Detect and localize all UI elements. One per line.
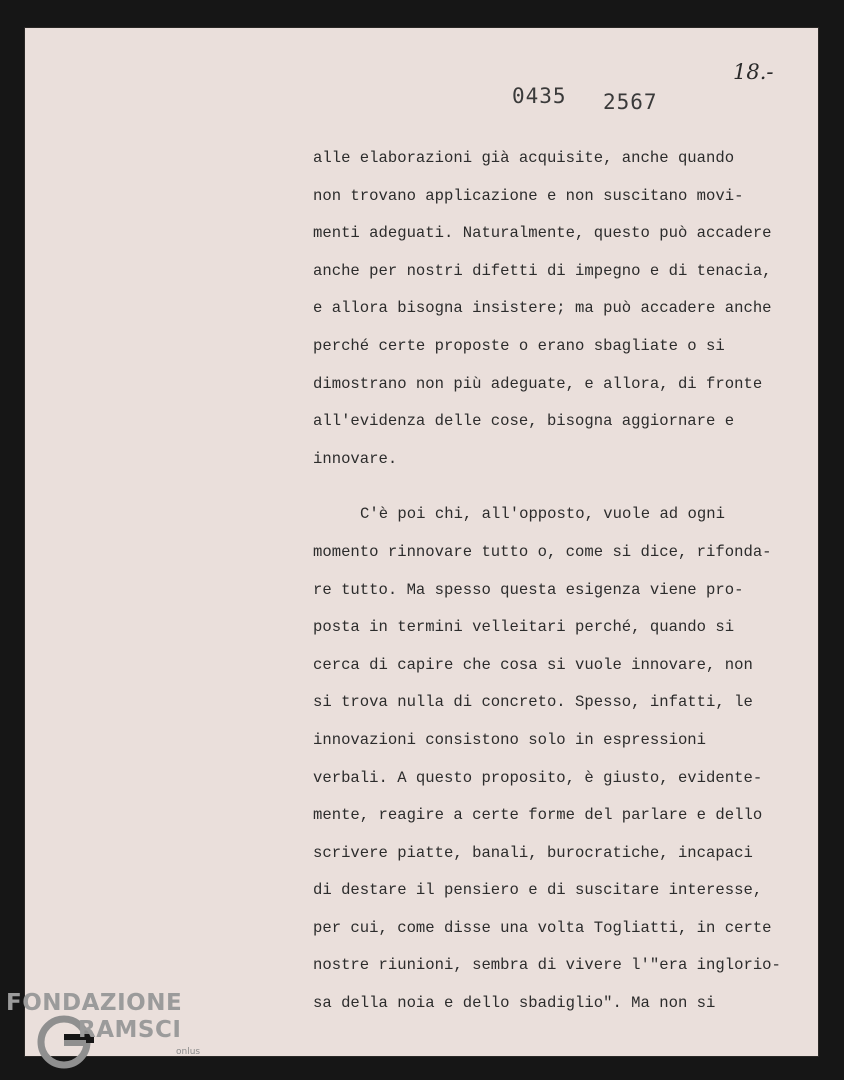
text-line: mente, reagire a certe forme del parlare e dello [313,806,763,825]
text-line: si trova nulla di concreto. Spesso, infatti, le [313,693,753,712]
text-line: C'è poi chi, all'opposto, vuole ad ogni [360,505,725,524]
watermark-line-1: FONDAZIONE [6,990,183,1016]
text-line: e allora bisogna insistere; ma può accadere anche [313,299,772,318]
body-text [313,140,793,1023]
paragraph-2 [313,496,793,1022]
text-line: momento rinnovare tutto o, come si dice, rifonda- [313,542,772,561]
archive-number-1: 0435 [512,84,567,108]
text-line: scrivere piatte, banali, burocratiche, incapaci [313,843,753,862]
text-line: non trovano applicazione e non suscitano movi- [313,186,744,205]
text-line: cerca di capire che cosa si vuole innovare, non [313,655,753,674]
archive-number-2: 2567 [603,90,658,114]
fondazione-gramsci-watermark [6,990,216,1070]
paragraph-1 [313,140,793,478]
text-line: verbali. A questo proposito, è giusto, evidente- [313,768,763,787]
text-line: posta in termini velleitari perché, quando si [313,618,735,637]
text-line: dimostrano non più adeguate, e allora, di fronte [313,374,763,393]
text-line: alle elaborazioni già acquisite, anche quando [313,149,735,167]
text-line: innovazioni consistono solo in espressioni [313,730,707,749]
text-line: anche per nostri difetti di impegno e di tenacia, [313,261,772,280]
text-line: per cui, come disse una volta Togliatti, in certe [313,918,772,937]
handwritten-page-number: 18.- [733,60,774,84]
watermark-subtitle: onlus [176,1047,201,1057]
text-line: menti adeguati. Naturalmente, questo può accadere [313,224,772,243]
text-line: all'evidenza delle cose, bisogna aggiornare e [313,412,735,431]
text-line: innovare. [313,449,398,468]
paragraph-gap [313,478,793,496]
text-line: re tutto. Ma spesso questa esigenza viene pro- [313,580,744,599]
text-line: sa della noia e dello sbadiglio". Ma non si [313,994,716,1013]
watermark-line-2: RAMSCI [78,1017,182,1043]
text-line: nostre riunioni, sembra di vivere l'"era inglorio- [313,956,781,975]
text-line: perché certe proposte o erano sbagliate o si [313,336,725,355]
text-line: di destare il pensiero e di suscitare interesse, [313,881,763,900]
